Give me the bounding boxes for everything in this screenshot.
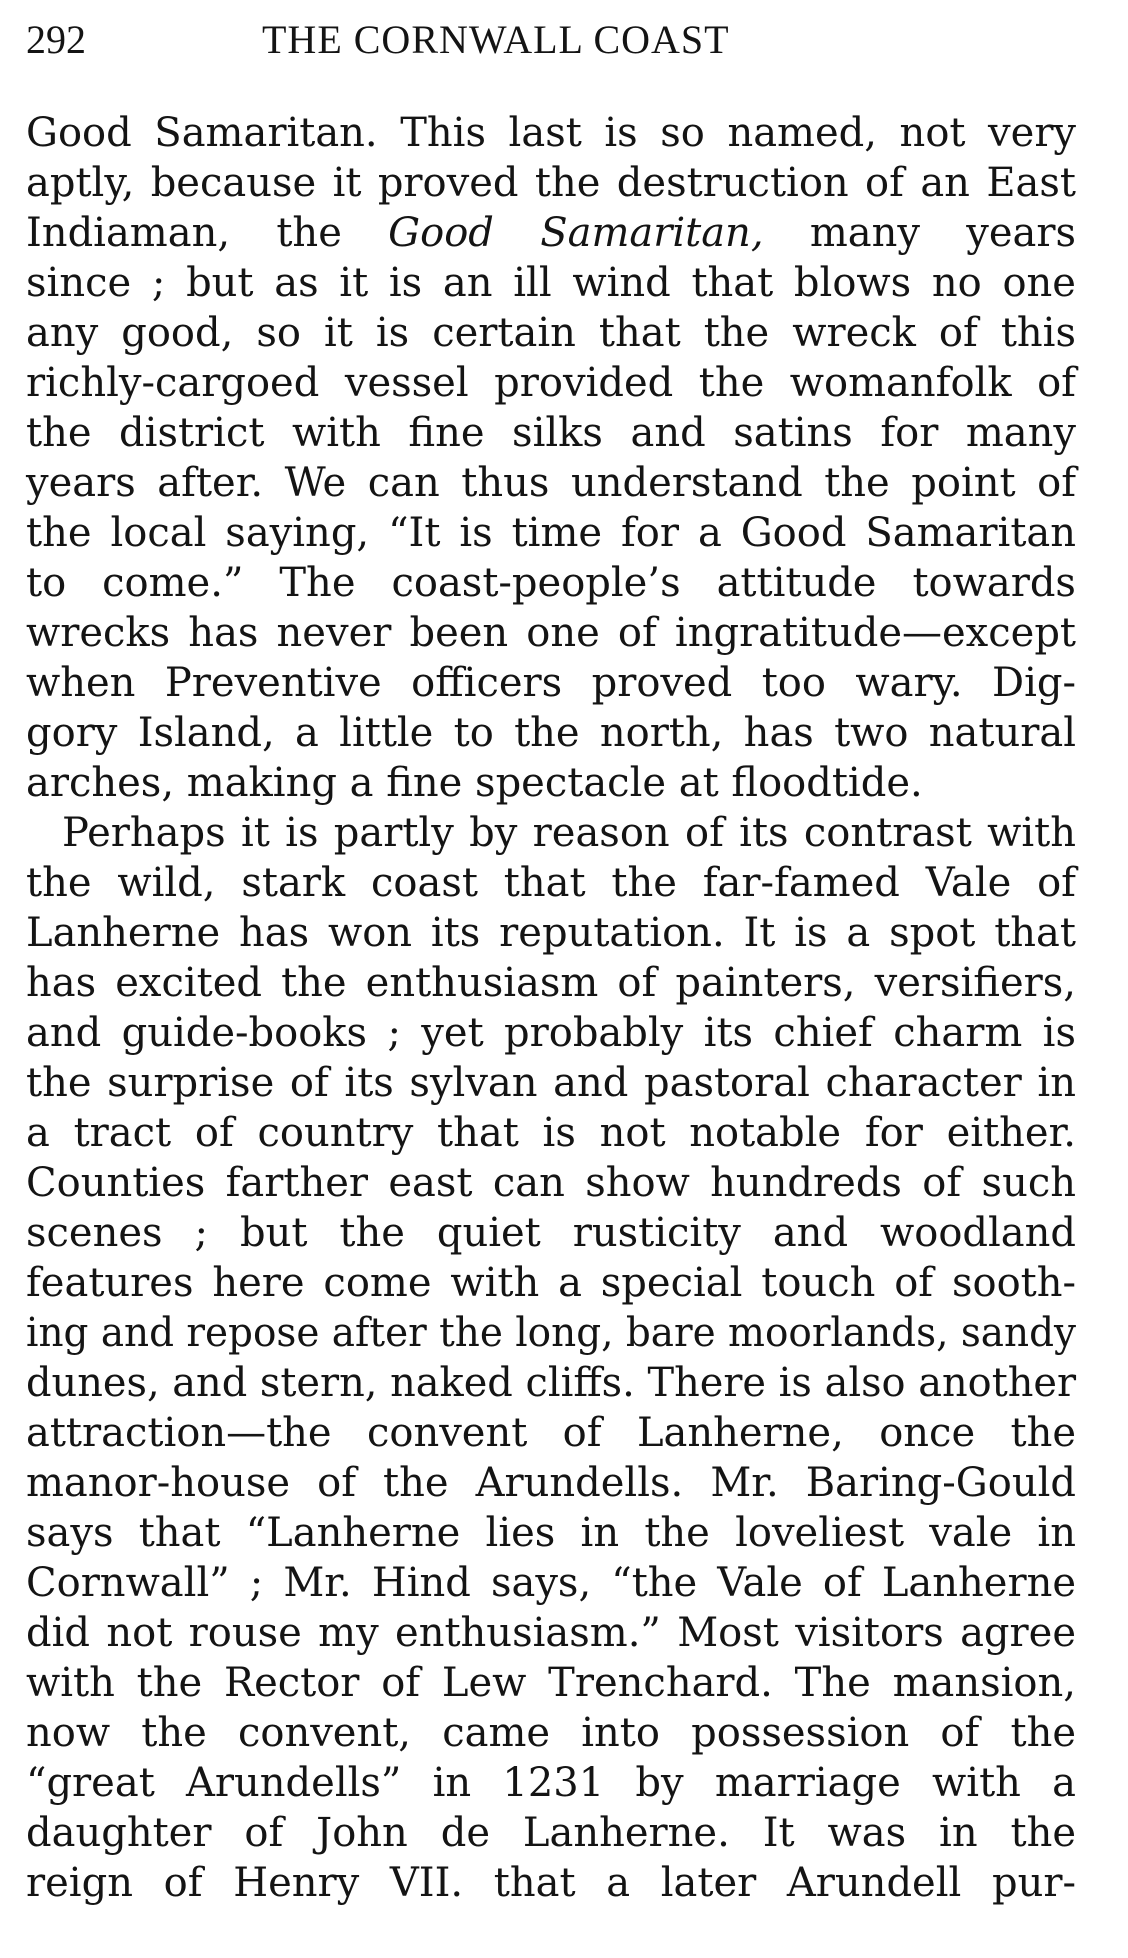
text-line: since ; but as it is an ill wind that blows no one — [26, 260, 1076, 306]
text-line: the wild, stark coast that the far-famed Vale of — [26, 860, 1076, 906]
text-line: and guide-books ; yet probably its chief charm is — [26, 1010, 1076, 1056]
paragraph-start-line: Perhaps it is partly by reason of its contrast with — [62, 810, 1076, 856]
text-line: the district with fine silks and satins for many — [26, 410, 1077, 456]
text-line: years after. We can thus understand the point of — [26, 460, 1076, 506]
text-line: any good, so it is certain that the wreck of this — [26, 310, 1076, 356]
text-line: “great Arundells” in 1231 by marriage with a — [26, 1760, 1076, 1806]
text-line: Good Samaritan. This last is so named, not very — [26, 110, 1077, 156]
text-line: to come.” The coast-people’s attitude towards — [26, 560, 1076, 606]
text-line: Counties farther east can show hundreds of such — [26, 1160, 1076, 1206]
text-line: Cornwall” ; Mr. Hind says, “the Vale of Lanherne — [26, 1560, 1077, 1606]
running-head: THE CORNWALL COAST — [262, 17, 730, 62]
text-line: with the Rector of Lew Trenchard. The mansion, — [26, 1660, 1076, 1706]
text-line: says that “Lanherne lies in the loveliest vale in — [26, 1510, 1076, 1556]
page-number: 292 — [26, 17, 86, 62]
text-line: features here come with a special touch of sooth- — [26, 1260, 1076, 1306]
text-line: now the convent, came into possession of the — [26, 1710, 1077, 1756]
text-line: manor-house of the Arundells. Mr. Baring-Gould — [26, 1460, 1077, 1506]
text-line: a tract of country that is not notable for either. — [26, 1110, 1077, 1156]
text-line: the surprise of its sylvan and pastoral character in — [26, 1060, 1076, 1106]
text-line: did not rouse my enthusiasm.” Most visitors agree — [26, 1610, 1076, 1656]
text-line: daughter of John de Lanherne. It was in the — [26, 1810, 1076, 1856]
text-line: reign of Henry VII. that a later Arundell pur- — [26, 1860, 1076, 1906]
text-line: the local saying, “It is time for a Good Samaritan — [26, 510, 1077, 556]
text-line: ing and repose after the long, bare moorlands, sandy — [26, 1310, 1077, 1356]
text-line: scenes ; but the quiet rusticity and woodland — [26, 1210, 1077, 1256]
page-header — [26, 16, 1078, 64]
text-line: gory Island, a little to the north, has two natural — [26, 710, 1076, 756]
text-line: attraction—the convent of Lanherne, once the — [26, 1410, 1076, 1456]
ship-name-italic: Good Samaritan, — [388, 210, 764, 256]
text-line: dunes, and stern, naked cliffs. There is also another — [26, 1360, 1077, 1406]
text-line: aptly, because it proved the destruction of an East — [26, 160, 1076, 206]
text-line: when Preventive officers proved too wary. Dig- — [26, 660, 1076, 706]
body-text — [26, 108, 1076, 1908]
paragraph-end-line: arches, making a fine spectacle at floodtide. — [26, 760, 923, 806]
text-line — [26, 208, 1076, 258]
text-line: wrecks has never been one of ingratitude—except — [26, 610, 1076, 656]
text-line: Lanherne has won its reputation. It is a spot that — [26, 910, 1076, 956]
text-line-segment: many years — [763, 210, 1077, 256]
text-line-segment: Indiaman, the — [26, 210, 389, 256]
text-line: richly-cargoed vessel provided the womanfolk of — [26, 360, 1076, 406]
text-line: has excited the enthusiasm of painters, versifiers, — [26, 960, 1077, 1006]
